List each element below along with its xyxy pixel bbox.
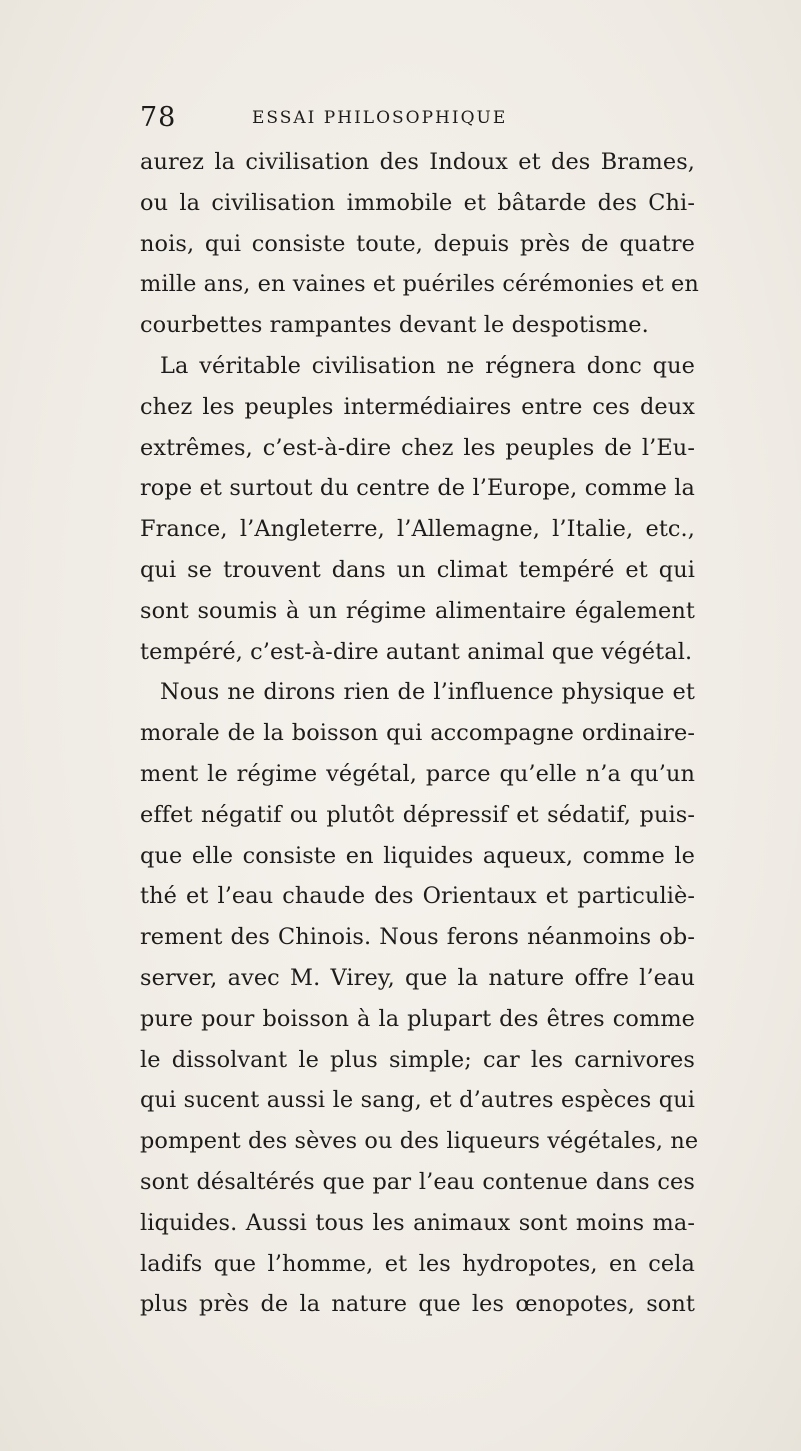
text-line: le dissolvant le plus simple; car les carnivores: [140, 1046, 695, 1073]
running-head: ESSAI PHILOSOPHIQUE: [252, 108, 508, 128]
text-line: qui se trouvent dans un climat tempéré et qui: [140, 556, 695, 583]
text-line: mille ans, en vaines et puériles cérémonies et en: [140, 271, 699, 298]
text-line: tempéré, c’est-à-dire autant animal que végétal.: [140, 638, 693, 665]
text-line: nois, qui consiste toute, depuis près de quatre: [140, 230, 695, 257]
text-line: que elle consiste en liquides aqueux, comme le: [140, 842, 695, 869]
text-line: aurez la civilisation des Indoux et des Brames,: [140, 149, 695, 175]
text-line: France, l’Angleterre, l’Allemagne, l’Italie, etc.,: [140, 516, 695, 543]
text-line: courbettes rampantes devant le despotisme.: [140, 312, 649, 339]
text-line: ment le régime végétal, parce qu’elle n’a qu’un: [140, 760, 695, 787]
text-line: Nous ne dirons rien de l’influence physique et: [160, 679, 695, 706]
text-line: chez les peuples intermédiaires entre ces deux: [140, 393, 695, 420]
text-line: qui sucent aussi le sang, et d’autres espèces qui: [140, 1087, 695, 1114]
text-line: liquides. Aussi tous les animaux sont moins ma-: [140, 1209, 695, 1236]
text-line: ou la civilisation immobile et bâtarde des Chi-: [140, 189, 695, 216]
text-line: La véritable civilisation ne régnera donc que: [160, 352, 695, 379]
body-text: [140, 142, 699, 1325]
text-line: effet négatif ou plutôt dépressif et sédatif, puis-: [140, 801, 695, 828]
page-header: [140, 100, 700, 140]
text-line: pure pour boisson à la plupart des êtres comme: [140, 1005, 695, 1032]
text-line: server, avec M. Virey, que la nature offre l’eau: [140, 964, 695, 991]
text-line: sont désaltérés que par l’eau contenue dans ces: [140, 1168, 695, 1195]
text-line: pompent des sèves ou des liqueurs végétales, ne: [140, 1128, 699, 1155]
text-line: ladifs que l’homme, et les hydropotes, en cela: [140, 1250, 695, 1277]
text-line: rement des Chinois. Nous ferons néanmoins ob-: [140, 924, 695, 951]
text-line: morale de la boisson qui accompagne ordinaire-: [140, 720, 695, 747]
text-line: extrêmes, c’est-à-dire chez les peuples de l’Eu-: [140, 434, 695, 461]
text-line: plus près de la nature que les œnopotes, sont: [140, 1291, 695, 1318]
text-line: sont soumis à un régime alimentaire également: [140, 597, 695, 624]
text-line: rope et surtout du centre de l’Europe, comme la: [140, 475, 695, 502]
page-number: 78: [140, 102, 177, 133]
text-line: thé et l’eau chaude des Orientaux et particuliè-: [140, 883, 695, 910]
